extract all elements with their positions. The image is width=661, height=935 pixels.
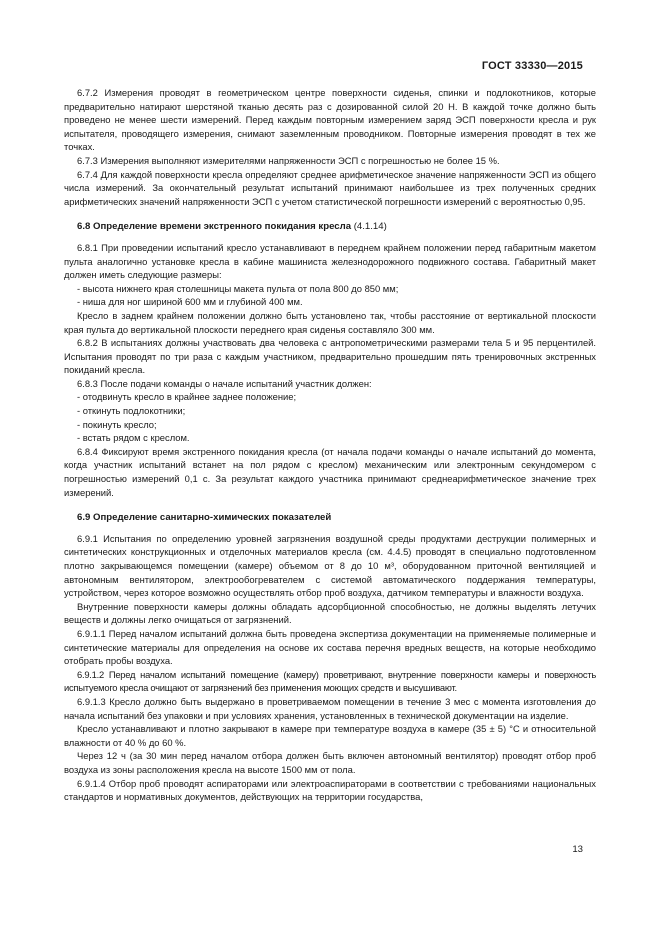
paragraph-6-7-4: 6.7.4 Для каждой поверхности кресла определяют среднее арифметическое значение напряженности ЭСП из общего числа измерений. За окончательный результат испытаний принимают наибольшее из трех полученных средних арифметических значений напряженности ЭСП с учетом статистической погрешности измерений с вероятностью 0,95. [64,168,596,207]
list-item: - покинуть кресло; [77,418,157,430]
list-item: - встать рядом с креслом. [77,432,190,444]
list-item: - откинуть подлокотники; [77,405,186,417]
paragraph-6-9-1-1: 6.9.1.1 Перед началом испытаний должна быть проведена экспертиза документации на применяемые полимерные и синтетические материалы для определения на основе их состава перечня вредных веществ, на которые необходимо отобрать пробы воздуха. [64,627,596,667]
section-heading-6-9: 6.9 Определение санитарно-химических показателей [77,512,332,524]
paragraph-6-9-1-4: 6.9.1.4 Отбор проб проводят аспираторами или электроаспираторами в соответствии с требованиями национальных стандартов и нормативных документов, действующих на территории государства, [64,777,596,803]
section-heading-6-8 [77,220,596,234]
paragraph-chamber-conditions: Кресло устанавливают и плотно закрывают в камере при температуре воздуха в камере (35 ± 5) °С и относительной влажности от 40 % до 60 %. [64,723,596,748]
paragraph-6-8-3: 6.8.3 После подачи команды о начале испытаний участник должен: [77,377,372,389]
paragraph-6-7-3: 6.7.3 Измерения выполняют измерителями напряженности ЭСП с погрешностью не более 15 %. [77,154,500,166]
paragraph-air-sampling: Через 12 ч (за 30 мин перед началом отбора должен быть включен автономный вентилятор) проводят отбор проб воздуха из зоны расположения кресла на высоте 1500 мм от пола. [64,750,596,775]
page-number: 13 [572,844,583,855]
document-header: ГОСТ 33330—2015 [481,60,583,72]
paragraph-6-7-2: 6.7.2 Измерения проводят в геометрическом центре поверхности сиденья, спинки и подлокотников, которые предварительно натирают шерстяной тканью десять раз с дозированной силой 20 Н. В каждой точке должно быть проведено не менее шести измерений. Перед каждым повторным измерением заряд ЭСП поверхности кресла и рук испытателя, проводящего измерения, снимают заземленным проводником. Повторные измерения проводят в тех же точках. [64,87,596,153]
list-item: - отодвинуть кресло в крайнее заднее положение; [77,391,297,403]
section-title-6-8: 6.8 Определение времени экстренного покидания кресла [77,221,352,233]
paragraph-6-9-1-3: 6.9.1.3 Кресло должно быть выдержано в проветриваемом помещении в течение 3 мес с момента изготовления до начала испытаний без упаковки и при условиях хранения, установленных в технической документации на изделие. [64,695,596,721]
paragraph-6-9-1: 6.9.1 Испытания по определению уровней загрязнения воздушной среды продуктами деструкции полимерных и синтетических конструкционных и отделочных материалов кресла (см. 4.4.5) проводят в специально подготовленном плотно закрывающемся помещении (камере) объемом от 8 до 10 м³, оборудованном приточной вентиляцией и автономным вентилятором, электрообогревателем с системой автоматического поддержания температуры, устройством, через которое возможно осуществлять отбор проб воздуха, датчиком температуры и влажности воздуха. [64,532,596,599]
page-body [64,86,596,804]
paragraph-6-8-2: 6.8.2 В испытаниях должны участвовать два человека с антропометрическими размерами тела 5 и 95 перцентилей. Испытания проводят по три раза с каждым участником, предварительно прошедшим пять тренировочных экстренных покиданий кресла. [64,337,596,376]
paragraph-6-8-4: 6.8.4 Фиксируют время экстренного покидания кресла (от начала подачи команды о начале испытаний до момента, когда участник испытаний встанет на пол рядом с креслом) механическим или электронным секундомером с погрешностью измерений 0,1 с. За результат каждого участника принимают среднеарифметическое значение трех измерений. [64,445,596,498]
list-item: - высота нижнего края столешницы макета пульта от пола 800 до 850 мм; [77,282,399,294]
section-reference-6-8: (4.1.14) [353,221,387,233]
paragraph-6-8-1: 6.8.1 При проведении испытаний кресло устанавливают в переднем крайнем положении перед габаритным макетом пульта аналогично установке кресла в кабине машиниста железнодорожного подвижного состава. Габаритный макет должен иметь следующие размеры: [64,241,596,281]
list-item: - ниша для ног шириной 600 мм и глубиной 400 мм. [77,296,303,308]
paragraph-chair-position: Кресло в заднем крайнем положении должно быть установлено так, чтобы расстояние от вертикальной плоскости края пульта до вертикальной плоскости переднего края сиденья составляло 300 мм. [64,309,596,335]
paragraph-6-9-1-2: 6.9.1.2 Перед началом испытаний помещение (камеру) проветривают, внутренние поверхности камеры и поверхность испытуемого кресла очищают от загрязнений без применения моющих средств и высушивают. [64,668,596,694]
paragraph-chamber-surfaces: Внутренние поверхности камеры должны обладать адсорбционной способностью, не должны выделять летучих веществ и должны легко очищаться от загрязнений. [64,600,596,626]
